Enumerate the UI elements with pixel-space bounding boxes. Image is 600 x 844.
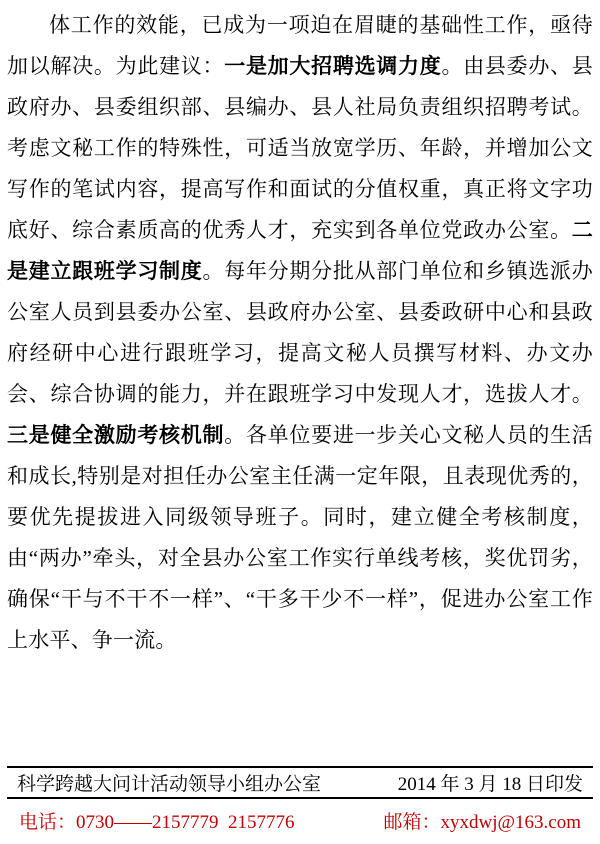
contact-row bbox=[7, 799, 593, 844]
print-date: 2014 年 3 月 18 日印发 bbox=[397, 774, 583, 795]
document-footer bbox=[7, 766, 593, 844]
issuing-office: 科学跨越大问计活动领导小组办公室 bbox=[17, 774, 322, 795]
phone-number: 电话：0730——2157779 2157776 bbox=[19, 812, 295, 833]
paragraph-text-1: 体工作的效能，已成为一项迫在眉睫的基础性工作，亟待加以解决。为此建议： bbox=[7, 13, 593, 78]
recommendation-3-heading: 三是健全激励考核机制 bbox=[7, 423, 225, 447]
issuer-row bbox=[7, 766, 593, 799]
recommendation-1-heading: 一是加大招聘选调力度 bbox=[224, 54, 442, 78]
document-body bbox=[7, 5, 593, 661]
paragraph-text-2: 。由县委办、县政府办、县委组织部、县编办、县人社局负责组织招聘考试。考虑文秘工作的特殊性，可适当放宽学历、年龄，并增加公文写作的笔试内容，提高写作和面试的分值权重，真正将文字功底好、综合素质高的优秀人才，充实到各单位党政办公室。 bbox=[7, 54, 594, 242]
recommendation-2-heading: 二是建立跟班学习制度 bbox=[7, 218, 593, 283]
paragraph-text-4: 。各单位要进一步关心文秘人员的生活和成长,特别是对担任办公室主任满一定年限，且表现优秀的，要优先提拔进入同级领导班子。同时，建立健全考核制度，由“两办”牵头，对全县办公室工作实行单线考核，奖优罚劣，确保“干与不干不一样”、“干多干少不一样”，促进办公室工作上水平、争一流。 bbox=[7, 423, 593, 652]
body-paragraph bbox=[7, 5, 593, 661]
email-address: 邮箱：xyxdwj@163.com bbox=[383, 812, 581, 833]
paragraph-text-3: 。每年分期分批从部门单位和乡镇选派办公室人员到县委办公室、县政府办公室、县委政研中心和县政府经研中心进行跟班学习，提高文秘人员撰写材料、办文办会、综合协调的能力，并在跟班学习中发现人才，选拔人才。 bbox=[7, 259, 593, 406]
